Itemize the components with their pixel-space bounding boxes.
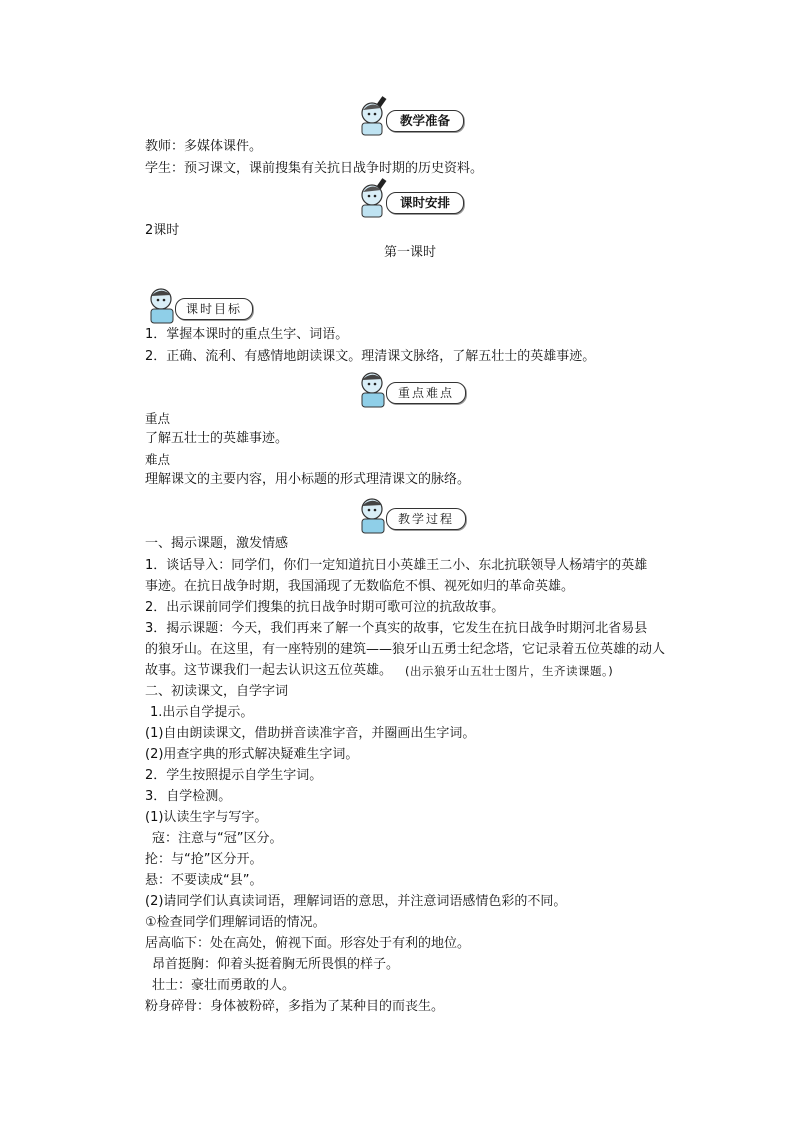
process-line: 壮士：豪壮而勇敢的人。 — [152, 978, 296, 993]
process-line: 昂首挺胸：仰着头挺着胸无所畏惧的样子。 — [152, 957, 400, 972]
process-heading: 二、初读课文，自学字词 — [145, 684, 289, 699]
section-banner-schedule — [358, 186, 466, 216]
process-line: 事迹。在抗日战争时期，我国涌现了无数临危不惧、视死如归的革命英雄。 — [145, 579, 575, 594]
schedule-hours: 2课时 — [145, 223, 180, 238]
section-title: 课时安排 — [386, 192, 464, 214]
process-line: 寇：注意与“冠”区分。 — [152, 831, 283, 846]
process-line: (1)自由朗读课文，借助拼音读准字音，并圈画出生字词。 — [145, 726, 476, 741]
section-banner-goals — [145, 292, 255, 322]
section-title: 教学准备 — [386, 110, 464, 132]
key-text: 了解五壮士的英雄事迹。 — [145, 431, 289, 446]
process-note: (出示狼牙山五壮士图片，生齐读课题。) — [405, 664, 614, 678]
lesson-title: 第一课时 — [384, 245, 437, 260]
goal-item: 2．正确、流利、有感情地朗读课文。理清课文脉络，了解五壮士的英雄事迹。 — [145, 349, 596, 364]
process-line: 3．自学检测。 — [145, 789, 232, 804]
section-banner-keypoints — [358, 376, 466, 406]
diff-label: 难点 — [145, 452, 171, 467]
process-line: 故事。这节课我们一起去认识这五位英雄。 — [145, 663, 393, 678]
process-line: (2)用查字典的形式解决疑难生字词。 — [145, 747, 359, 762]
process-line: 1.出示自学提示。 — [150, 705, 254, 720]
process-line: 居高临下：处在高处，俯视下面。形容处于有利的地位。 — [145, 936, 471, 951]
process-line: 2．出示课前同学们搜集的抗日战争时期可歌可泣的抗敌故事。 — [145, 600, 505, 615]
process-line: 1．谈话导入：同学们，你们一定知道抗日小英雄王二小、东北抗联领导人杨靖宇的英雄 — [145, 558, 648, 573]
process-line: (2)请同学们认真读词语，理解词语的意思，并注意词语感情色彩的不同。 — [145, 894, 567, 909]
process-line: 粉身碎骨：身体被粉碎，多指为了某种目的而丧生。 — [145, 999, 445, 1014]
process-line: 3．揭示课题：今天，我们再来了解一个真实的故事，它发生在抗日战争时期河北省易县 — [145, 621, 648, 636]
diff-text: 理解课文的主要内容，用小标题的形式理清课文的脉络。 — [145, 472, 471, 487]
process-line: 2．学生按照提示自学生字词。 — [145, 768, 323, 783]
prep-teacher: 教师：多媒体课件。 — [145, 139, 263, 154]
prep-student: 学生：预习课文，课前搜集有关抗日战争时期的历史资料。 — [145, 161, 484, 176]
key-label: 重点 — [145, 411, 171, 426]
process-line: (1)认读生字与写字。 — [145, 810, 268, 825]
process-line: 抡：与“抢”区分开。 — [145, 852, 263, 867]
section-banner-process — [358, 502, 466, 532]
section-title: 重点难点 — [386, 382, 466, 404]
goal-item: 1．掌握本课时的重点生字、词语。 — [145, 327, 349, 342]
process-heading: 一、揭示课题，激发情感 — [145, 536, 289, 551]
process-line: 的狼牙山。在这里，有一座特别的建筑——狼牙山五勇士纪念塔，它记录着五位英雄的动人 — [145, 642, 666, 657]
section-banner-prep — [358, 104, 466, 134]
process-line: ①检查同学们理解词语的情况。 — [145, 915, 326, 930]
section-title: 课时目标 — [175, 298, 253, 320]
section-title: 教学过程 — [386, 508, 466, 530]
process-line: 悬：不要读成“县”。 — [145, 873, 263, 888]
